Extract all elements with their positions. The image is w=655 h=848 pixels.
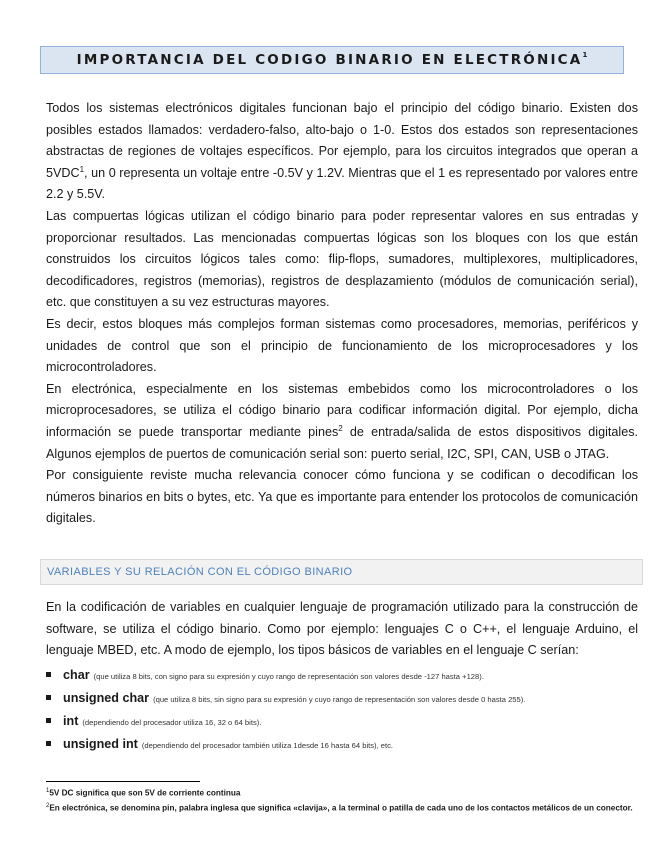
- paragraph-1: [46, 98, 638, 206]
- bullet-icon: [46, 718, 51, 723]
- paragraph-4-part-b: de entrada/salida de estos dispositivos digitales. Algunos ejemplos de puertos de comunicación serial son: puerto serial, I2C, SPI, CAN, USB o JTAG.: [46, 424, 638, 461]
- footnote-2-number: 2: [46, 803, 50, 810]
- footnotes: [46, 785, 638, 815]
- section-body: [46, 597, 638, 662]
- footnote-ref-1: 1: [79, 164, 85, 174]
- paragraph-1-part-a: Todos los sistemas electrónicos digitales funcionan bajo el principio del código binario. Existen dos posibles estados llamados: verdadero-falso, alto-bajo o 1-0. Estos dos estados son representaciones abstractas de regiones de voltajes específicos. Por ejemplo, para los circuitos integrados que operan a 5VDC: [46, 101, 638, 180]
- paragraph-2: Las compuertas lógicas utilizan el código binario para poder representar valores en sus entradas y proporcionar resultados. Las mencionadas compuertas lógicas son los bloques con los que están construidos los circuitos lógicos tales como: flip-flops, sumadores, multiplexores, multiplicadores, decodificadores, registros (memorias), registros de desplazamiento (módulos de comunicación serial), etc. que constituyen a su vez estructuras mayores.: [46, 208, 638, 310]
- paragraph-5: Por consiguiente reviste mucha relevancia conocer cómo funciona y se codifican o decodifican los números binarios en bits o bytes, etc. Ya que es importante para entender los protocolos de comunicación digitales.: [46, 468, 638, 526]
- section-heading-box: [40, 559, 643, 585]
- list-item-term: int: [63, 714, 79, 728]
- bullet-icon: [46, 672, 51, 677]
- footnote-2: [46, 800, 638, 815]
- list-item: [46, 668, 646, 691]
- list-item-term: char: [63, 668, 90, 682]
- bullet-icon: [46, 741, 51, 746]
- footnote-divider: [46, 781, 200, 782]
- list-item-desc: (que utiliza 8 bits, con signo para su expresión y cuyo rango de representación son valores desde -127 hasta +128).: [93, 672, 484, 681]
- list-item-desc: (dependiendo del procesador utiliza 16, 32 o 64 bits).: [82, 718, 262, 727]
- page-title-text: IMPORTANCIA DEL CODIGO BINARIO EN ELECTRÓNICA: [76, 52, 583, 68]
- paragraph-4-part-a: En electrónica, especialmente en los sistemas embebidos como los microcontroladores o los microprocesadores, se utiliza el código binario para codificar información digital. Por ejemplo, dicha información se puede transportar mediante pines: [46, 381, 638, 439]
- paragraph-1-part-b: , un 0 representa un voltaje entre -0.5V y 1.2V. Mientras que el 1 es representado por valores entre 2.2 y 5.5V.: [46, 165, 638, 202]
- list-item: [46, 691, 646, 714]
- paragraph-3: Es decir, estos bloques más complejos forman sistemas como procesadores, memorias, periféricos y unidades de control que son el principio de funcionamiento de los microprocesadores y los microcontroladores.: [46, 316, 638, 375]
- list-item-term: unsigned char: [63, 691, 150, 705]
- list-item: [46, 714, 646, 737]
- footnote-2-text: En electrónica, se denomina pin, palabra inglesa que significa «clavija», a la terminal o patilla de cada uno de los contactos metálicos de un conector.: [49, 803, 633, 813]
- footnote-ref-2: 2: [338, 423, 343, 433]
- title-banner: [40, 46, 624, 74]
- paragraph-4: [46, 379, 638, 465]
- list-item-desc: (dependiendo del procesador también utiliza 1desde 16 hasta 64 bits), etc.: [141, 741, 394, 750]
- title-footnote-ref: 1: [582, 50, 588, 59]
- footnote-1-text: 5V DC significa que son 5V de corriente continua: [49, 788, 241, 798]
- page-title: [77, 52, 588, 68]
- footnote-1-number: 1: [46, 788, 50, 794]
- list-item: [46, 737, 646, 760]
- body-text: [46, 98, 638, 530]
- variable-type-list: [46, 668, 646, 760]
- list-item-term: unsigned int: [63, 737, 138, 751]
- footnote-1: [46, 785, 638, 800]
- section-intro: En la codificación de variables en cualquier lenguaje de programación utilizado para la construcción de software, se utiliza el código binario. Como por ejemplo: lenguajes C o C++, el lenguaje Arduino, el lenguaje MBED, etc. A modo de ejemplo, los tipos básicos de variables en el lenguaje C serían:: [46, 600, 638, 658]
- section-heading: VARIABLES Y SU RELACIÓN CON EL CÓDIGO BINARIO: [47, 566, 353, 578]
- list-item-desc: (que utiliza 8 bits, sin signo para su expresión y cuyo rango de representación son valores desde 0 hasta 255).: [153, 695, 526, 704]
- bullet-icon: [46, 695, 51, 700]
